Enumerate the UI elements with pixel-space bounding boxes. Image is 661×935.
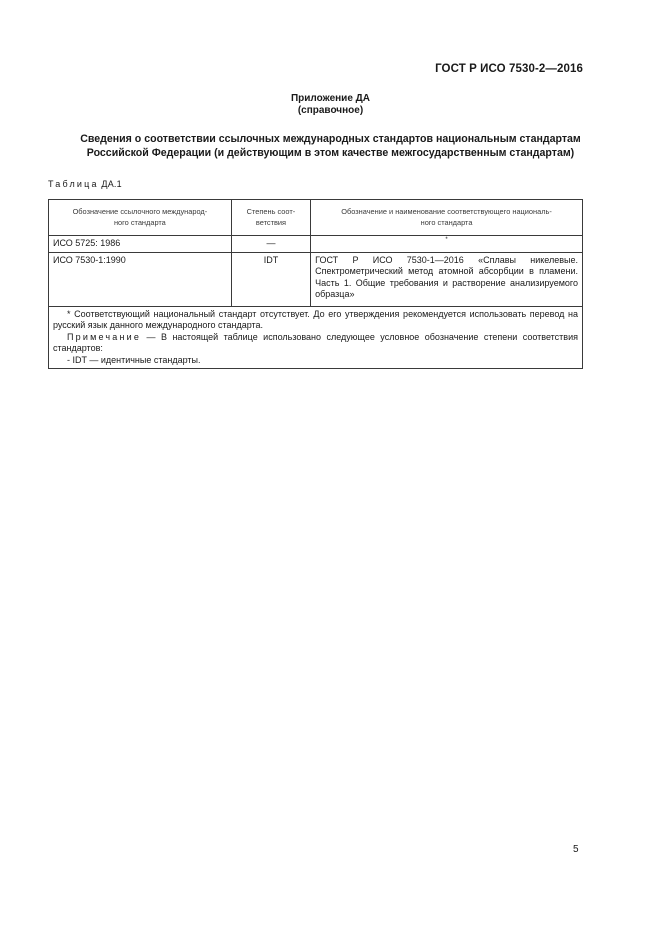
section-title-line-2: Российской Федерации (и действующим в этом качестве межгосударственным стандартам) [86, 147, 575, 159]
header-ref-standard-line-2: ного стандарта [113, 218, 166, 227]
header-degree [231, 200, 310, 236]
note-label: Примечание [67, 331, 142, 342]
note-item: - IDT — идентичные стандарты. [67, 354, 201, 365]
table-row [49, 236, 583, 253]
cell-ref: ИСО 5725: 1986 [49, 236, 232, 253]
table-caption-number: ДА.1 [101, 179, 122, 189]
header-national-line-1: Обозначение и наименование соответствующего националь- [341, 207, 552, 216]
header-national-standard [311, 200, 583, 236]
section-title [48, 132, 613, 160]
cell-degree: — [231, 236, 310, 253]
header-degree-line-2: ветствия [255, 218, 287, 227]
cell-national [311, 236, 583, 253]
footnote-text: * Соответствующий национальный стандарт отсутствует. До его утверждения рекомендуется использовать перевод на русский язык данного международного стандарта. [53, 308, 578, 330]
correspondence-table [48, 199, 583, 369]
page-number: 5 [573, 844, 579, 855]
annex-title: Приложение ДА [290, 93, 371, 104]
note-paragraph [53, 332, 578, 355]
header-ref-standard-line-1: Обозначение ссылочного международ- [72, 207, 208, 216]
header-ref-standard [49, 200, 232, 236]
annex-heading [0, 93, 661, 117]
cell-ref: ИСО 7530-1:1990 [49, 252, 232, 306]
header-national-line-2: ного стандарта [420, 218, 473, 227]
annex-subtitle: (справочное) [297, 105, 364, 116]
table-header-row [49, 200, 583, 236]
header-degree-line-1: Степень соот- [246, 207, 296, 216]
table-notes-row [49, 306, 583, 369]
note-text: — В настоящей таблице использовано следующее условное обозначение степени соответствия стандартов: [53, 331, 578, 353]
standard-id-header: ГОСТ Р ИСО 7530-2—2016 [435, 63, 583, 75]
table-notes [49, 306, 583, 369]
section-title-line-1: Сведения о соответствии ссылочных международных стандартов национальным стандартам [80, 133, 581, 145]
table-caption [48, 179, 122, 189]
cell-national: ГОСТ Р ИСО 7530-1—2016 «Сплавы никелевые. Спектрометрический метод атомной абсорбции в пламени. Часть 1. Общие требования и растворение анализируемого образца» [311, 252, 583, 306]
table-caption-word: Таблица [48, 179, 99, 189]
cell-degree: IDT [231, 252, 310, 306]
table-row [49, 252, 583, 306]
footnote-asterisk: * [445, 237, 448, 243]
